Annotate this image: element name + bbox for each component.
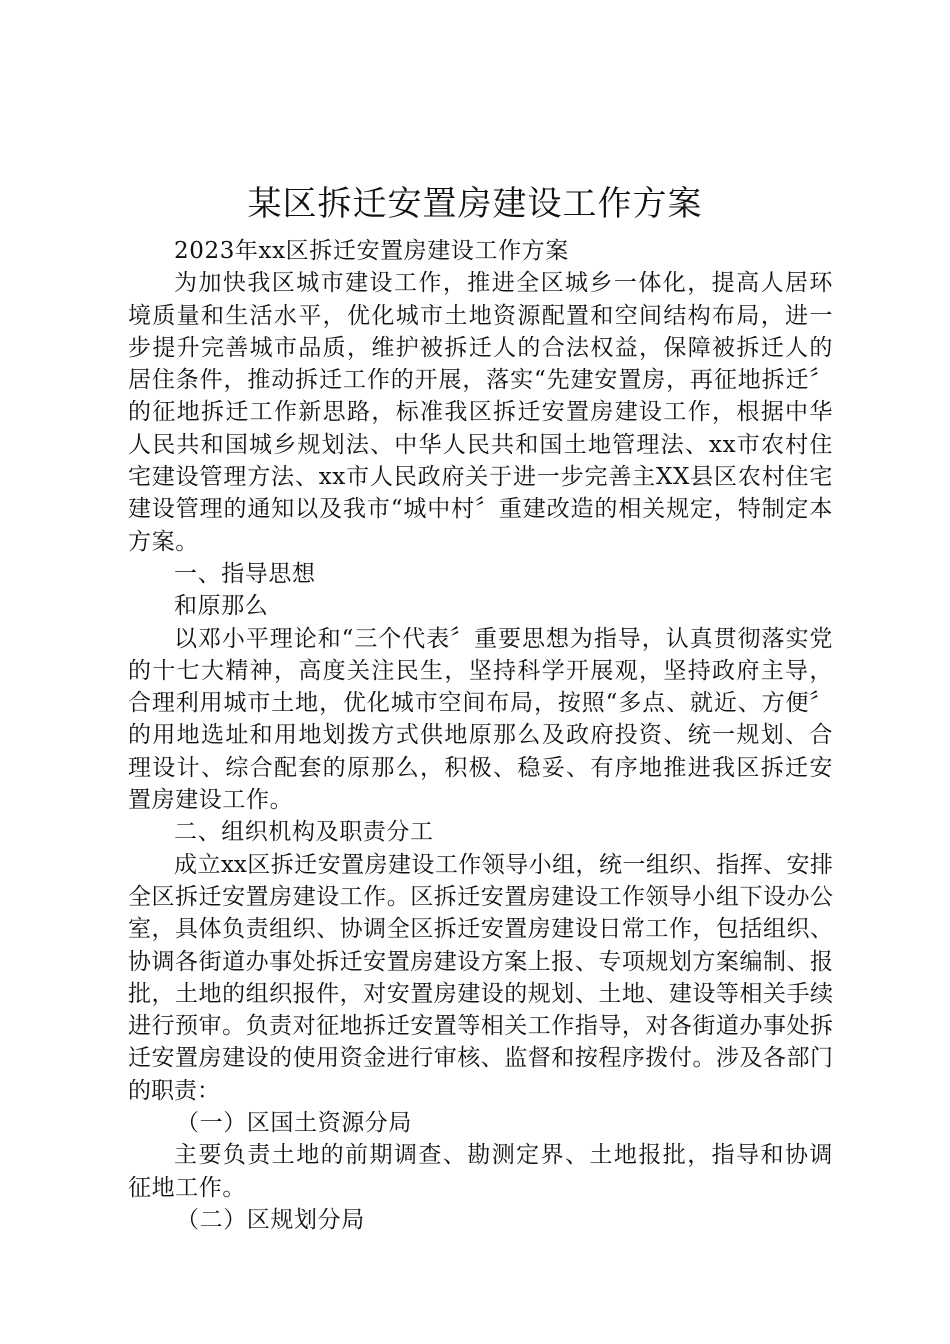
guiding-thought-paragraph: 以邓小平理论和“三个代表〞重要思想为指导，认真贯彻落实党的十七大精神，高度关注民生，坚持科学开展观，坚持政府主导，合理利用城市土地，优化城市空间布局，按照“多点、就近、方便〞的用地选址和用地划拨方式供地原那么及政府投资、统一规划、合理设计、综合配套的原那么，积极、稳妥、有序地推进我区拆迁安置房建设工作。: [128, 625, 833, 814]
document-body: [128, 235, 833, 1236]
subsection-heading-planning: （二）区规划分局: [176, 1206, 365, 1233]
document-title: 某区拆迁安置房建设工作方案: [247, 184, 703, 224]
subtitle-paragraph: 2023年xx区拆迁安置房建设工作方案: [174, 238, 569, 264]
land-resources-paragraph: 主要负责土地的前期调查、勘测定界、土地报批，指导和协调征地工作。: [128, 1142, 833, 1201]
section-heading-organization: 二、组织机构及职责分工: [174, 819, 434, 846]
subsection-heading-land-resources: （一）区国土资源分局: [176, 1110, 412, 1137]
section-heading-principles: 和原那么: [174, 593, 269, 620]
organization-paragraph: 成立xx区拆迁安置房建设工作领导小组，统一组织、指挥、安排全区拆迁安置房建设工作。区拆迁安置房建设工作领导小组下设办公室，具体负责组织、协调全区拆迁安置房建设日常工作，包括组织、协调各街道办事处拆迁安置房建设方案上报、专项规划方案编制、报批，土地的组织报件，对安置房建设的规划、土地、建设等相关手续进行预审。负责对征地拆迁安置等相关工作指导，对各街道办事处拆迁安置房建设的使用资金进行审核、监督和按程序拨付。涉及各部门的职责：: [128, 851, 833, 1104]
section-heading-guiding-thought: 一、指导思想: [174, 560, 316, 587]
intro-paragraph: 为加快我区城市建设工作，推进全区城乡一体化，提高人居环境质量和生活水平，优化城市土地资源配置和空间结构布局，进一步提升完善城市品质，维护被拆迁人的合法权益，保障被拆迁人的居住条件，推动拆迁工作的开展，落实“先建安置房，再征地拆迁〞的征地拆迁工作新思路，标准我区拆迁安置房建设工作，根据中华人民共和国城乡规划法、中华人民共和国土地管理法、xx市农村住宅建设管理方法、xx市人民政府关于进一步完善主XX县区农村住宅建设管理的通知以及我市“城中村〞重建改造的相关规定，特制定本方案。: [128, 270, 833, 555]
